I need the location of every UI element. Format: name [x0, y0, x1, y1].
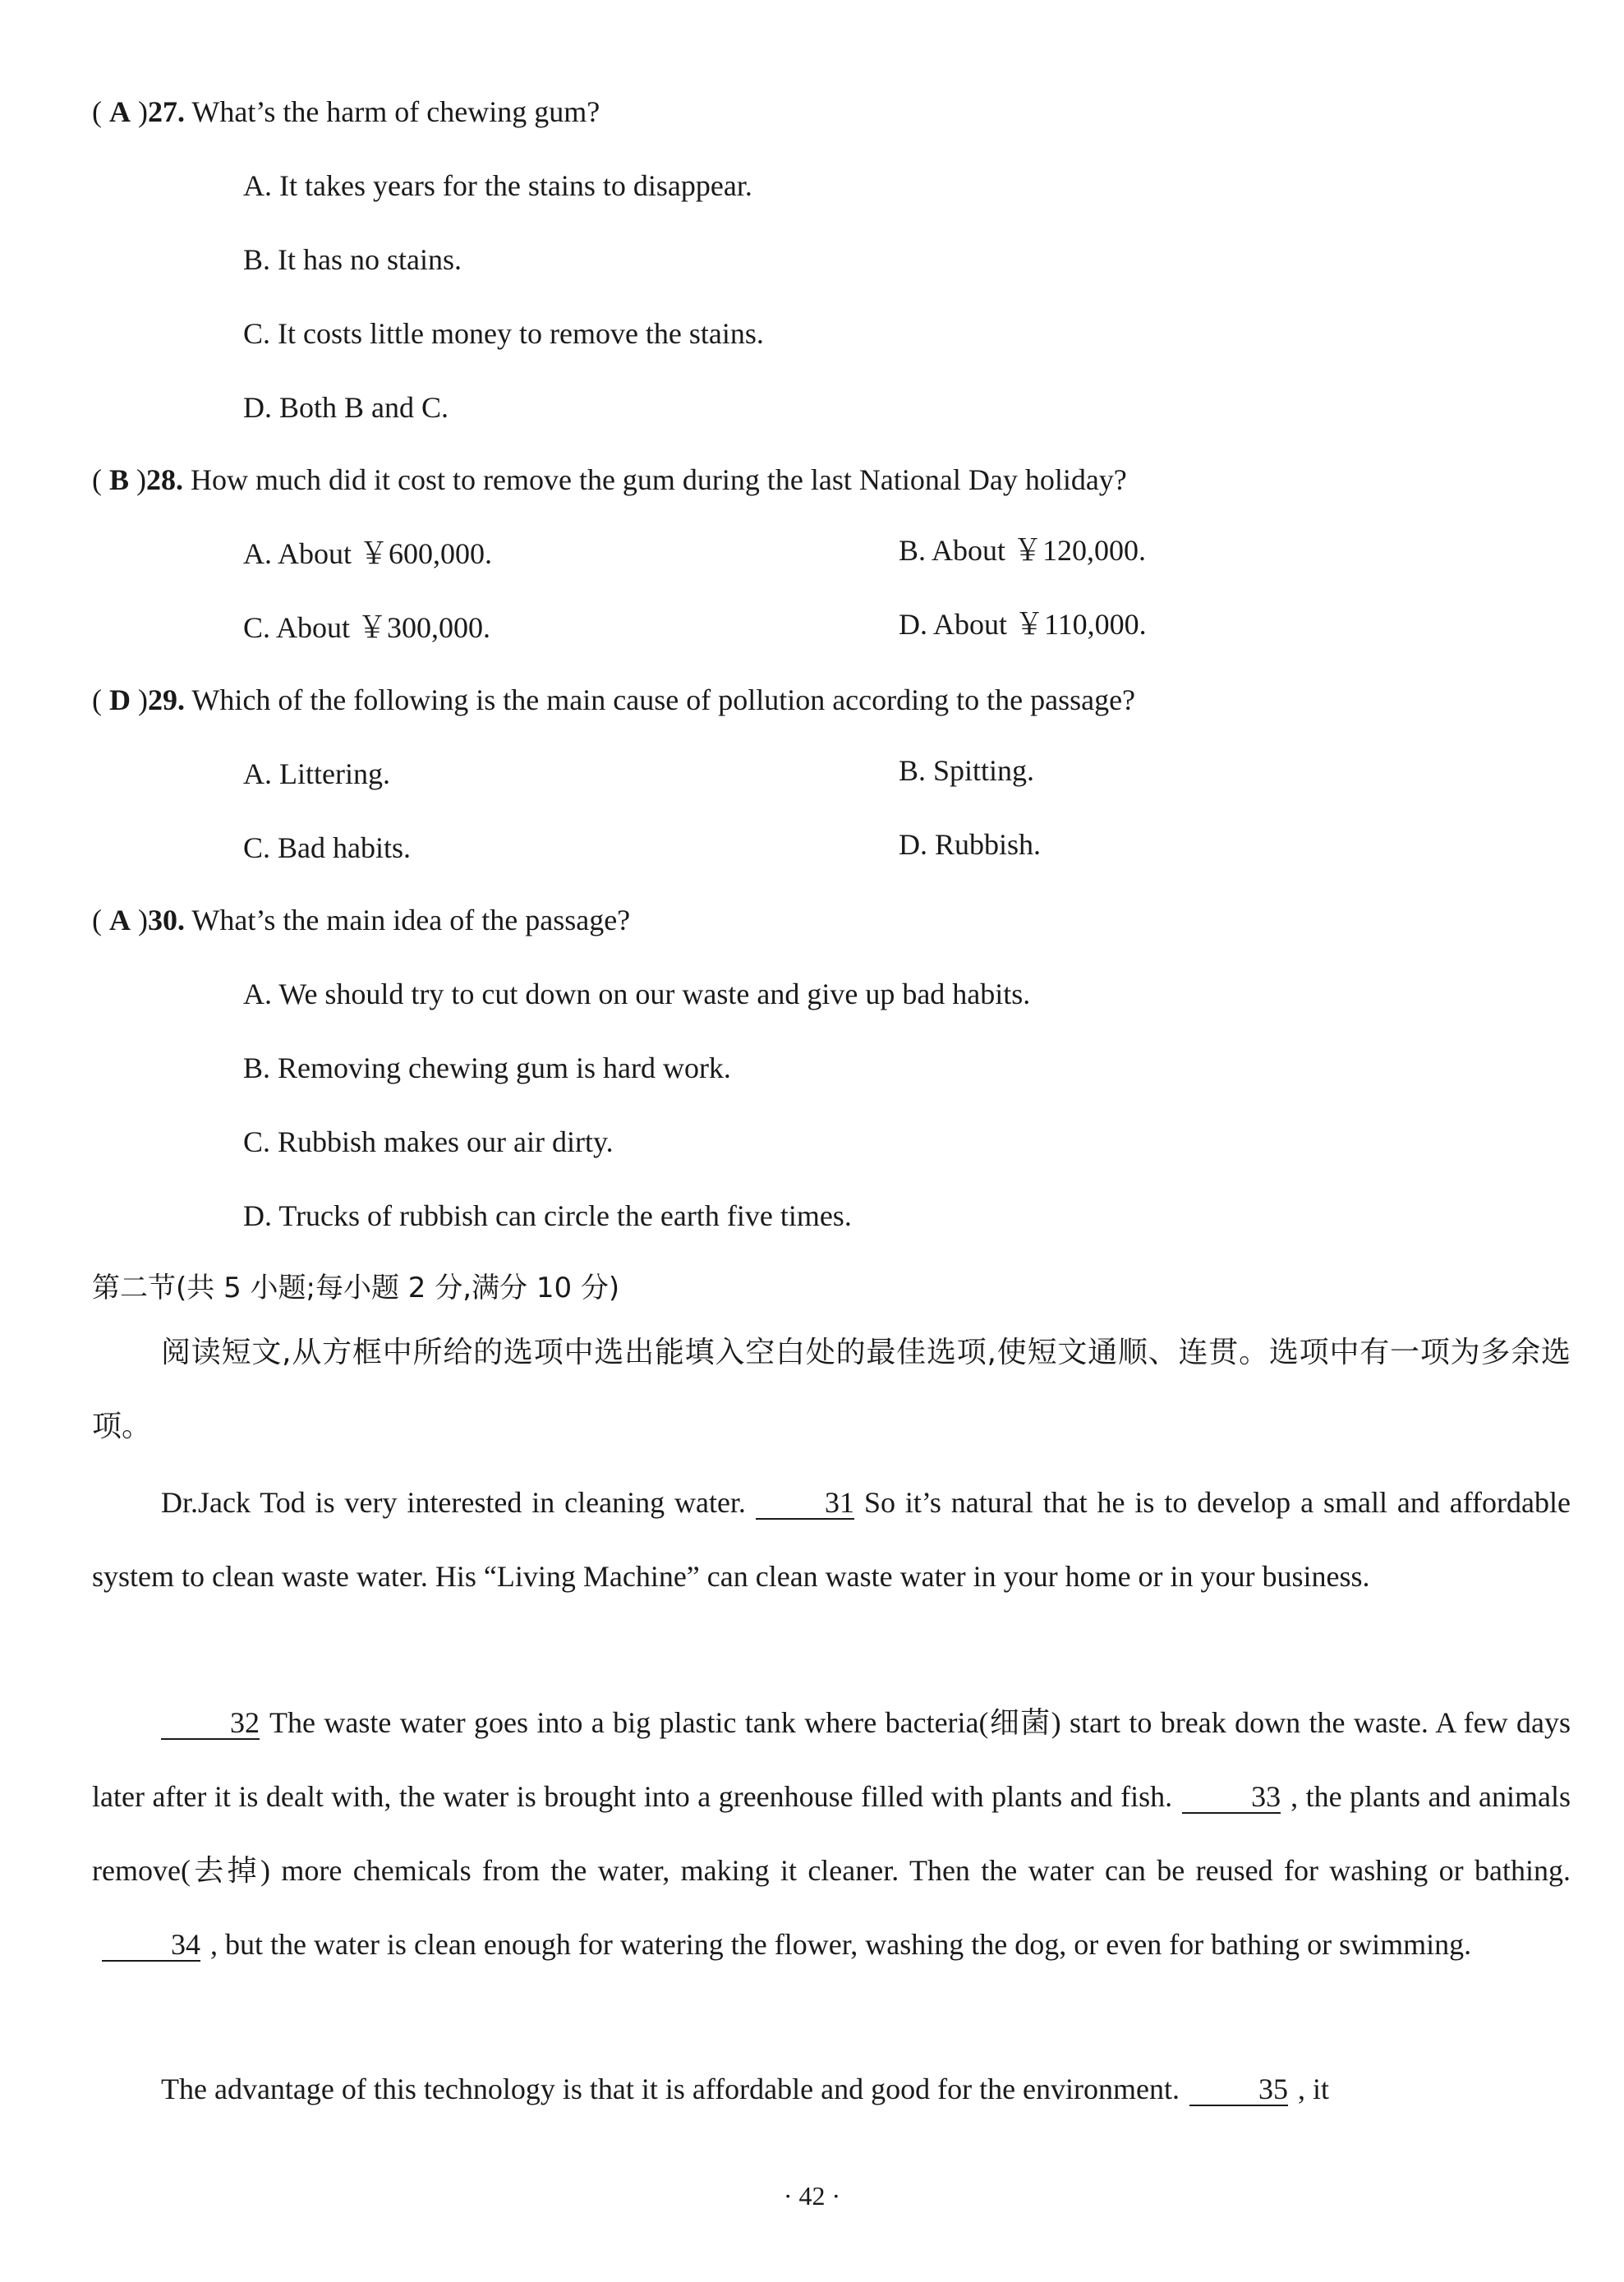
section-2-title: 第二节(共 5 小题;每小题 2 分,满分 10 分): [92, 1272, 620, 1304]
option-29-b: B. Spitting.: [899, 754, 1035, 787]
passage-p1-text-a: Dr.Jack Tod is very interested in cleaning water.: [161, 1486, 746, 1519]
option-28-a: A. About ￥600,000.: [243, 537, 493, 570]
question-text-27: What’s the harm of chewing gum?: [191, 95, 600, 128]
option-28-c: C. About ￥300,000.: [243, 611, 491, 644]
blank-31: 31: [756, 1487, 854, 1520]
question-27: ( A )27. What’s the harm of chewing gum?: [92, 95, 600, 128]
blank-34: 34: [102, 1929, 200, 1962]
option-29-c: C. Bad habits.: [243, 831, 411, 864]
option-27-a: A. It takes years for the stains to disappear.: [243, 169, 752, 202]
passage-paragraph-1: [92, 1465, 1571, 1613]
answer-27: A: [109, 95, 131, 128]
passage-paragraph-2: [92, 1686, 1571, 1981]
option-29-a: A. Littering.: [243, 757, 390, 790]
option-27-d: D. Both B and C.: [243, 391, 449, 424]
blank-33: 33: [1182, 1781, 1281, 1814]
option-30-b: B. Removing chewing gum is hard work.: [243, 1051, 731, 1084]
section-2-instruction: 阅读短文,从方框中所给的选项中选出能填入空白处的最佳选项,使短文通顺、连贯。选项中有一项为多余选项。: [92, 1336, 1571, 1443]
question-number-27: 27.: [148, 95, 185, 128]
question-number-28: 28.: [146, 463, 184, 496]
option-30-a: A. We should try to cut down on our waste and give up bad habits.: [243, 978, 1031, 1010]
answer-30: A: [109, 904, 131, 936]
option-27-c: C. It costs little money to remove the stains.: [243, 317, 764, 350]
question-number-29: 29.: [148, 683, 185, 716]
option-29-d: D. Rubbish.: [899, 828, 1042, 861]
passage-p3-text-b: , it: [1298, 2073, 1330, 2105]
question-28: ( B )28. How much did it cost to remove the gum during the last National Day holiday?: [92, 463, 1127, 496]
answer-28: B: [109, 463, 130, 496]
option-27-b: B. It has no stains.: [243, 243, 462, 276]
passage-p2-text-b: , the plants and animals remove(去掉) more chemicals from the water, making it cleaner. Then the water can be reused for washing or bathing.: [92, 1780, 1571, 1887]
passage-p1-text-b: So it’s natural that he is to develop a small and affordable system to clean waste water. His “Living Machine” can clean waste water in your home or in your business.: [92, 1486, 1571, 1593]
blank-35: 35: [1189, 2073, 1288, 2106]
question-30: ( A )30. What’s the main idea of the passage?: [92, 904, 631, 936]
answer-29: D: [109, 683, 131, 716]
question-29: ( D )29. Which of the following is the main cause of pollution according to the passage?: [92, 683, 1136, 716]
option-30-c: C. Rubbish makes our air dirty.: [243, 1125, 614, 1158]
option-28-b: B. About ￥120,000.: [899, 534, 1147, 567]
passage-p3-text-a: The advantage of this technology is that it is affordable and good for the environment.: [161, 2073, 1180, 2105]
option-30-d: D. Trucks of rubbish can circle the earth five times.: [243, 1199, 852, 1232]
blank-32: 32: [161, 1707, 260, 1740]
passage-paragraph-3: [92, 2052, 1571, 2126]
page-number: · 42 ·: [783, 2181, 841, 2211]
question-text-28: How much did it cost to remove the gum during the last National Day holiday?: [191, 463, 1127, 496]
question-text-30: What’s the main idea of the passage?: [191, 904, 631, 936]
passage-p2-text-c: , but the water is clean enough for watering the flower, washing the dog, or even for bathing or swimming.: [210, 1928, 1472, 1961]
passage-p2-text-a: The waste water goes into a big plastic tank where bacteria(细菌) start to break down the waste. A few days later after it is dealt with, the water is brought into a greenhouse filled with plants and fish.: [92, 1706, 1571, 1813]
question-number-30: 30.: [148, 904, 185, 936]
option-28-d: D. About ￥110,000.: [899, 608, 1147, 641]
question-text-29: Which of the following is the main cause of pollution according to the passage?: [191, 683, 1136, 716]
